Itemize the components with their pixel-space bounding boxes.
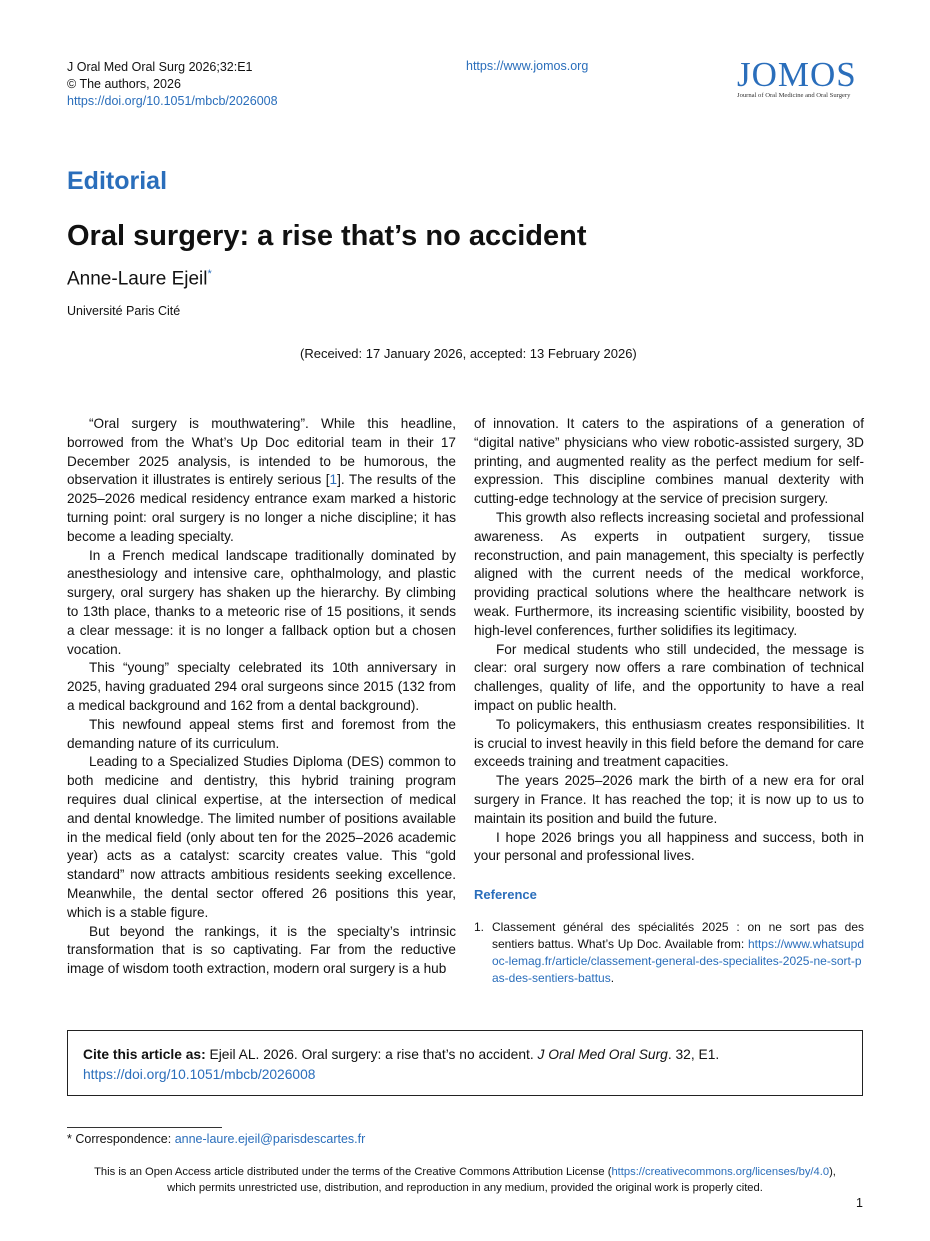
journal-header <box>67 59 278 110</box>
site-link[interactable]: https://www.jomos.org <box>466 59 589 73</box>
paragraph-split: But beyond the rankings, it is the specialty’s intrinsic transformation that is so captivating. Far from the reductive image of wisdom tooth extraction, modern oral surgery is a hub <box>67 923 456 977</box>
body-column-left <box>67 415 456 979</box>
paragraph <box>67 415 456 547</box>
cite-doi-link[interactable]: https://doi.org/10.1051/mbcb/2026008 <box>83 1067 316 1082</box>
journal-reference: J Oral Med Oral Surg 2026;32:E1 <box>67 60 253 74</box>
page-number: 1 <box>856 1196 863 1210</box>
license-text: which permits unrestricted use, distribution, and reproduction in any medium, provided the original work is properly cited. <box>167 1182 763 1194</box>
author-footnote-mark[interactable]: * <box>207 268 212 280</box>
reference-text: Classement général des spécialités 2025 : on ne sort pas des sentiers battus. What’s Up Doc. Available from: <box>492 919 864 951</box>
license-text: ), <box>829 1166 836 1178</box>
copyright: © The authors, 2026 <box>67 77 181 91</box>
email-link[interactable]: anne-laure.ejeil@parisdescartes.fr <box>174 1132 366 1146</box>
license-text: This is an Open Access article distributed under the terms of the Creative Commons Attribution License ( <box>94 1166 612 1178</box>
cite-journal: J Oral Med Oral Surg <box>537 1047 668 1062</box>
paragraph: To policymakers, this enthusiasm creates responsibilities. It is crucial to invest heavily in this field before the demand for care exceeds training and treatment capacities. <box>474 716 864 770</box>
paragraph-continued: of innovation. It caters to the aspirations of a generation of “digital native” physicians who view robotic-assisted surgery, 3D printing, and augmented reality as the perfect medium for self-expression. This discipline combines manual dexterity with cutting-edge technology at the service of precision surgery. <box>474 416 864 507</box>
journal-logo <box>737 55 865 99</box>
cite-label: Cite this article as: <box>83 1047 206 1062</box>
cite-box <box>67 1030 863 1096</box>
paragraph: I hope 2026 brings you all happiness and success, both in your personal and professional lives. <box>474 829 864 864</box>
received-dates: (Received: 17 January 2026, accepted: 13 February 2026) <box>300 346 637 361</box>
paragraph: In a French medical landscape traditionally dominated by anesthesiology and intensive care, ophthalmology, and plastic surgery, oral surgery has shaken up the hierarchy. By climbing to 13th place, thanks to a meteoric rise of 15 positions, it sends a clear message: it is no longer a fallback option but a chosen vocation. <box>67 547 456 657</box>
cite-volume: . 32, E1. <box>667 1047 720 1062</box>
reference-item <box>474 919 864 987</box>
reference-body <box>492 919 864 987</box>
citation-ref-1[interactable]: 1 <box>329 472 338 488</box>
paragraph-text: ]. The results of the 2025–2026 medical residency entrance exam marked a historic turning point: oral surgery is no longer a niche discipline; it has become a leading specialty. <box>67 472 456 544</box>
paragraph-text: “Oral surgery is mouthwatering”. While this headline, borrowed from the What’s Up Doc editorial team in their 17 December 2025 analysis, is intended to be humorous, the observation it illustrates is entirely serious [ <box>67 416 456 488</box>
author <box>67 268 212 290</box>
paragraph: This growth also reflects increasing societal and professional awareness. As experts in outpatient surgery, tissue reconstruction, and pain management, this specialty is perfectly aligned with the current needs of the medical workforce, providing practical solutions where the healthcare network is weak. Furthermore, its increasing scientific visibility, boosted by high-level conferences, further solidifies its legitimacy. <box>474 509 864 638</box>
license-notice <box>67 1164 863 1196</box>
paragraph: The years 2025–2026 mark the birth of a new era for oral surgery in France. It has reached the top; it is now up to us to maintain its position and build the future. <box>474 773 864 826</box>
paragraph: Leading to a Specialized Studies Diploma (DES) common to both medicine and dentistry, this hybrid training program requires dual clinical expertise, at the intersection of medical and dental knowledge. The limited number of positions available in the medical field (only about ten for the 2025–2026 academic year) acts as a catalyst: scarcity creates value. This “gold standard” now attracts ambitious residents seeking excellence. Meanwhile, the dental sector offered 26 positions this year, which is a stable figure. <box>67 754 456 920</box>
doi-link[interactable]: https://doi.org/10.1051/mbcb/2026008 <box>67 94 278 108</box>
paragraph: This “young” specialty celebrated its 10th anniversary in 2025, having graduated 294 oral surgeons since 2015 (132 from a medical background and 162 from a dental background). <box>67 660 456 713</box>
reference-heading: Reference <box>474 887 537 903</box>
article-title: Oral surgery: a rise that’s no accident <box>67 220 587 252</box>
reference-end: . <box>610 970 615 985</box>
affiliation: Université Paris Cité <box>67 304 181 318</box>
cite-text: Ejeil AL. 2026. Oral surgery: a rise that’s no accident. <box>205 1047 538 1062</box>
reference-url[interactable]: https://www.whatsupdoc-lemag.fr/article/classement-general-des-specialites-2025-ne-sort-pas-des-sentiers-battus <box>492 936 864 985</box>
body-column-right <box>474 415 864 987</box>
section-label: Editorial <box>67 167 168 195</box>
paragraph: This newfound appeal stems first and foremost from the demanding nature of its curriculum. <box>67 716 456 751</box>
correspondence-label: * Correspondence: <box>67 1132 175 1146</box>
logo-subtitle: Journal of Oral Medicine and Oral Surgery <box>737 92 851 99</box>
paragraph: For medical students who still undecided, the message is clear: oral surgery now offers a rare combination of technical challenges, quality of life, and the opportunity to have a real impact on public health. <box>474 641 864 713</box>
reference-number: 1. <box>474 919 485 934</box>
logo-text: JOMOS <box>737 55 857 94</box>
correspondence <box>67 1132 365 1146</box>
footnote-divider <box>67 1127 222 1128</box>
author-name: Anne-Laure Ejeil <box>67 268 208 290</box>
license-link[interactable]: https://creativecommons.org/licenses/by/4.0 <box>611 1166 830 1178</box>
